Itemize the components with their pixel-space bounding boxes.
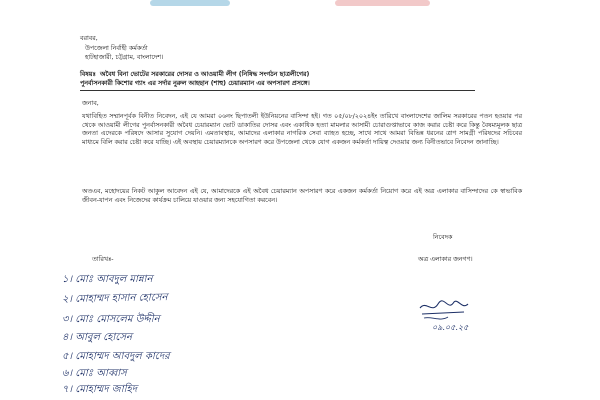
signature-date: ০৯.০৫.২৫ — [432, 323, 469, 332]
subject-label: বিষয়ঃ — [80, 71, 96, 78]
signature-6 — [62, 366, 127, 383]
signature-3-number: ৩। — [62, 314, 73, 325]
signature-5-number: ৫। — [62, 351, 73, 362]
body-paragraph-1: যথাবিহিত সম্মানপূর্বক বিনীত নিবেদন, এই যে আমরা ০৬নং ছিপাতলী ইউনিয়নের বাসিন্দা হই। গত ০৫/০৮/২০২৪ইং তারিখে বাংলাদেশের জালিম সরকারের পতন হওয়ার পর থেকে আওয়ামী লীগের পুনর্বাসনকারী অবৈধ চেয়ারম্যান ভোট ডাকাতির দোসর এবং একাধিক হত্যা মামলার আসামী চোরাগুপ্তাভাবে কাজ করার চেষ্টা করে কিন্তু বৈষম্যমূলক ছাত্র জনতা এদেরকে পরিষদে আসার সুযোগ দেয়নি। এমতাবস্থায়, আমাদের এলাকার নাগরিক সেবা ব্যাহত হচ্ছে, সাথে সাথে আমরা বিভিন্ন ধরনের ত্রাণ সামগ্রী পরিষদের সচিবের মাধ্যমে বিলি করার চেষ্টা করে যাচ্ছি। এই অবস্থায় চেয়ারম্যানকে অপসারণ করে উপজেলা থেকে যোগ একজন কর্মকর্তা দায়িত্ব দেওয়ার জন্য বিনীতভাবে নিবেদন জানাচ্ছি। — [82, 113, 522, 146]
signature-6-text: মোঃ আব্বাস — [75, 368, 127, 379]
signature-1-number: ১। — [62, 274, 73, 285]
signature-2-text: মোহাম্মদ হাসান হোসেন — [75, 292, 168, 305]
signature-5-text: মোহাম্মদ আবদুল কাদের — [75, 351, 170, 362]
signature-4-text: আবুল হোসেন — [75, 332, 132, 343]
recipient-title: উপজেলা নির্বাহী কর্মকর্তা — [85, 45, 148, 52]
body-paragraph-2: অতএব, মহোদয়ের নিকট আকুল আবেদন এই যে, আমাদেরকে এই অবৈধ চেয়ারম্যান অপসারণ করে একজন কর্মকর্তা নিয়োগ করে এই অত্র এলাকার বাসিন্দাদের কে স্বাভাবিক জীবন-যাপন এবং নিজেদের কার্যক্রম চালিয়ে যাওয়ার জন্য সহযোগিতা করবেন। — [82, 188, 522, 204]
signature-7-number: ৭। — [62, 384, 73, 395]
recipient-address: হাটহাজারী, চট্টগ্রাম, বাংলাদেশ। — [85, 54, 164, 61]
scan-mark-right — [335, 0, 430, 6]
signature-2-number: ২। — [61, 293, 73, 305]
signature-1-text: মোঃ আবদুল মান্নান — [75, 274, 153, 285]
submitter-name: অত্র এলাকার জনগণ। — [418, 256, 473, 263]
signature-3-text: মোঃ মোসলেম উদ্দীন — [75, 314, 160, 325]
salutation: জনাব, — [82, 100, 99, 107]
signature-7-text: মোহাম্মদ জাহিদ — [75, 384, 138, 395]
signature-7 — [62, 382, 137, 399]
date-label: তারিখঃ- — [92, 256, 114, 263]
signature-5 — [62, 349, 170, 366]
submitter-label: নিবেদক — [433, 234, 453, 241]
signature-2 — [62, 290, 168, 309]
scan-mark-left — [150, 0, 230, 6]
subject-line-2: পুনর্বাসনকারী কিশোর গ্যাং এর সর্দার নুরুল আহছান (শাহু) চেয়ারম্যান এর অপসারণ প্রসঙ্গে। — [80, 80, 310, 87]
signature-1 — [62, 272, 152, 289]
signature-3 — [62, 312, 160, 329]
subject-underline — [80, 90, 475, 91]
to-label: বরাবর, — [80, 35, 98, 42]
signature-4-number: ৪। — [62, 332, 73, 343]
signature-4 — [62, 330, 132, 347]
subject-line-1: অবৈধ বিনা ভোটের সরকারের দোসর ও আওয়ামী লীগ (নিষিদ্ধ সংগঠন ছাত্রলীগের) — [100, 71, 310, 78]
signature-6-number: ৬। — [62, 368, 73, 379]
